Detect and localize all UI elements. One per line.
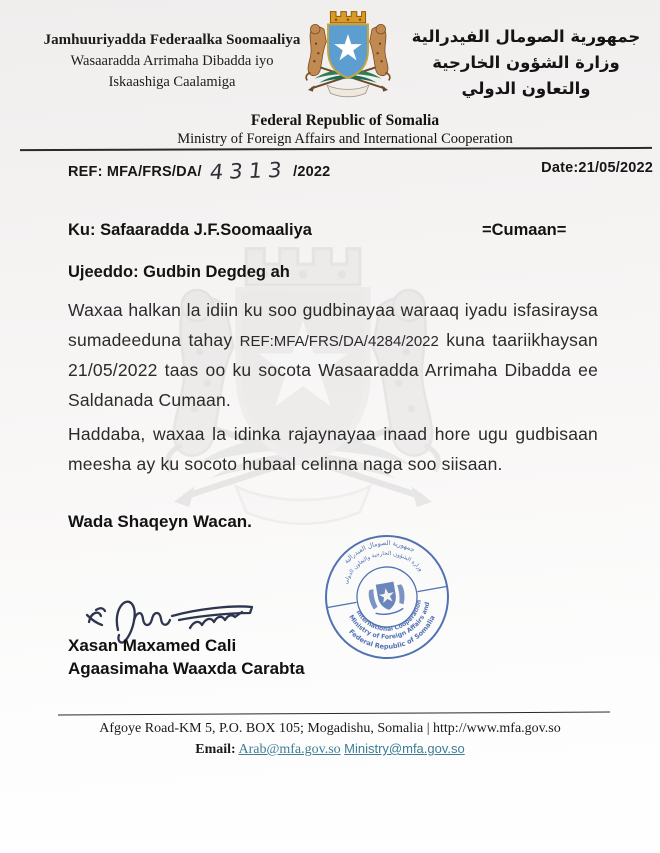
stamp-arabic-arc-1: جمهورية الصومال الفيدرالية (342, 538, 417, 566)
letterhead-somali-line3: Iskaashiga Caalamiga (108, 74, 236, 90)
ministry-round-stamp (309, 519, 464, 674)
letterhead-somali-line1: Jamhuuriyadda Federaalka Soomaaliya (43, 32, 301, 48)
paragraph-1 (68, 296, 598, 415)
paragraph-1-text-after: kuna taariikhaysan 21/05/2022 taas oo ku socota Wasaaradda Arrimaha Dibadda ee Saldanada Cumaan. (68, 329, 598, 410)
paragraph-2: Haddaba, waxaa la idinka rajaynayaa inaad hore ugu gudbisaan meesha ay ku socoto hubaal celinna naga soo siisaan. (68, 424, 598, 474)
email-link-ministry[interactable]: Ministry@mfa.gov.so (344, 741, 465, 756)
footer-divider (58, 712, 610, 716)
recipient-row (68, 221, 598, 240)
letterhead-arabic (400, 24, 652, 102)
letterhead-english-line2: Ministry of Foreign Affairs and International Cooperation (177, 131, 513, 147)
stamp-center-emblem (367, 580, 407, 617)
letterhead-arabic-line2: وزارة الشؤون الخارجية (432, 53, 620, 72)
footer-address: Afgoye Road-KM 5, P.O. BOX 105; Mogadishu, Somalia | http://www.mfa.gov.so (99, 721, 561, 736)
reference-row (68, 157, 653, 191)
email-link-arab[interactable]: Arab@mfa.gov.so (238, 742, 341, 757)
ref-handwritten-number: 4313 (208, 157, 289, 185)
signer-title: Agaasimaha Waaxda Carabta (68, 659, 305, 678)
recipient-to: Ku: Safaaradda J.F.Soomaaliya (68, 221, 312, 239)
footer-email-label: Email: (195, 742, 236, 757)
subject-line: Ujeeddo: Gudbin Degdeg ah (68, 263, 290, 281)
letterhead-english (0, 111, 660, 149)
recipient-location: =Cumaan= (482, 221, 567, 239)
letterhead-arabic-line3: والتعاون الدولي (461, 79, 591, 98)
letterhead-english-line1: Federal Republic of Somalia (250, 112, 440, 129)
letterhead-somali (26, 30, 318, 93)
ref-label: REF: MFA/FRS/DA/ (68, 164, 202, 180)
stamp-english-arc-2: Ministry of Foreign Affairs and (347, 601, 432, 641)
letterhead-somali-line2: Wasaaradda Arrimaha Dibadda iyo (70, 53, 274, 69)
footer-email-row (0, 741, 660, 758)
stamp-english-arc-1: Federal Republic of Somalia (347, 614, 437, 651)
ref-suffix: /2022 (293, 164, 331, 180)
paragraph-1-reference: REF:MFA/FRS/DA/4284/2022 (239, 332, 439, 350)
date-text: Date:21/05/2022 (541, 160, 653, 176)
letterhead-arabic-line1: جمهورية الصومال الفيدرالية (411, 27, 641, 46)
somalia-coat-of-arms-icon (300, 5, 396, 111)
paragraph-1-text-before: Waxaa halkan la idiin ku soo gudbinayaa waraaq iyadu isfasiraysa sumadeeduna tahay (68, 300, 598, 350)
stamp-arabic-arc-2: وزارة الشؤون الخارجية والتعاون الدولي (343, 550, 424, 586)
stamp-english-arc-3: International Cooperation (354, 599, 423, 633)
closing-line: Wada Shaqeyn Wacan. (68, 512, 252, 531)
signer-name: Xasan Maxamed Cali (68, 636, 237, 655)
